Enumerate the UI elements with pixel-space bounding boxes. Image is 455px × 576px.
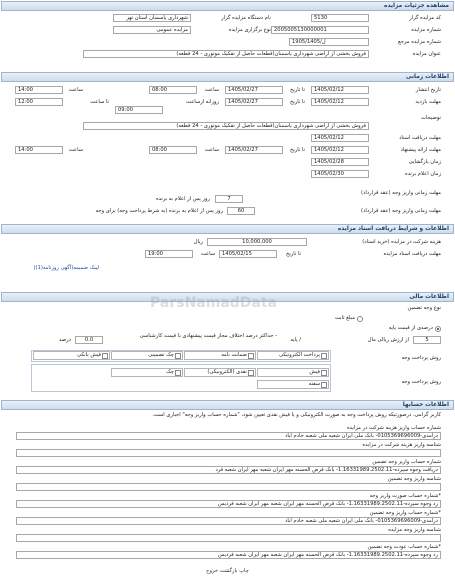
- ref-label: شماره مزایده مرجع: [397, 39, 441, 45]
- watermark: ParsNamadData: [150, 295, 277, 311]
- account-row-field[interactable]: درآمدی-0105369696009- بانک ملی ایران شعبه ملی شعبه خادم آباد: [16, 432, 441, 440]
- visit-hour-to-field[interactable]: 12:00: [15, 98, 63, 106]
- account-row-label: شناسه واریز هزینه شرکت در مزایده: [362, 442, 441, 448]
- section-accounts-header: اطلاعات حسابها: [1, 400, 454, 410]
- number-label: شماره مزایده: [411, 27, 441, 33]
- account-row-label: شماره حساب واریز هزینه شرکت در مزایده: [346, 425, 441, 431]
- org-label: نام دستگاه مزایده گزار: [221, 15, 271, 21]
- account-row-field[interactable]: رد وجوه سپرده-1.16331989.2502.11- بانک قرض الحسنه مهر ایران شعبه مهر ایران شعبه فردیس: [16, 500, 441, 508]
- print-link[interactable]: چاپ: [239, 568, 249, 574]
- publish-from-field[interactable]: 1405/02/12: [311, 86, 369, 94]
- max-diff-note: - حداکثر درصد اختلاف مجاز قیمت پیشنهادی با قیمت کارشناسی: [139, 333, 277, 339]
- receipt-slip[interactable]: [257, 368, 329, 377]
- exit-link[interactable]: خروج: [206, 568, 219, 574]
- section-details-header: مشاهده جزئیات مزایده: [1, 1, 454, 11]
- doc-to-date-field[interactable]: 1405/02/15: [219, 250, 277, 258]
- doc-hour-field[interactable]: 19:00: [145, 250, 193, 258]
- account-row-field[interactable]: [16, 449, 441, 457]
- deposit-deadline-label: مهلت زمانی واریز وجه (عقد قرارداد): [361, 190, 441, 196]
- publish-hour-label: ساعت: [204, 87, 219, 93]
- percent-field[interactable]: 5: [413, 336, 441, 344]
- attachment-link[interactable]: لینک ضمیمه(آگهی روزنامه(1)): [33, 265, 99, 271]
- account-row-label: *شماره حساب واریز وجه تضمین: [369, 510, 441, 516]
- doc-deadline-label: مهلت دریافت اسناد مزایده: [383, 251, 441, 257]
- offer-to-label: تا تاریخ: [290, 147, 305, 153]
- percent-radio-label: درصدی از قیمت پایه: [388, 325, 433, 331]
- method-electronic-checkbox[interactable]: [321, 353, 327, 359]
- type-field[interactable]: مزایده عمومی: [113, 26, 191, 34]
- offer-label: مهلت ارائه پیشنهاد: [400, 147, 441, 153]
- fee-unit: ریال: [193, 239, 203, 245]
- publish-hour-from-field[interactable]: 08:00: [149, 86, 197, 94]
- receive-from-field[interactable]: 1405/02/12: [311, 134, 369, 142]
- offer-hour-to-label: ساعت: [68, 147, 83, 153]
- receipt-cheque-label: چک: [166, 369, 174, 375]
- account-row-label: *شماره حساب عودت وجه تضمین: [367, 544, 441, 550]
- code-field[interactable]: 5130: [311, 14, 369, 22]
- visit-label: مهلت بازدید: [415, 99, 441, 105]
- back-link[interactable]: بازگشت: [219, 568, 238, 574]
- receipt-cash[interactable]: [184, 368, 256, 377]
- doc-to-label: تا تاریخ: [286, 251, 301, 257]
- visit-daily-label: روزانه ازساعت: [186, 99, 219, 105]
- announce-field[interactable]: 1405/02/30: [311, 170, 369, 178]
- section-time-header: اطلاعات زمانی: [1, 72, 454, 82]
- base-field[interactable]: 0.0: [75, 336, 103, 344]
- deposit-type-label: نوع وجه تضمین: [407, 305, 441, 311]
- offer-to-field[interactable]: 1405/02/27: [225, 146, 283, 154]
- method-bank-slip[interactable]: [33, 351, 110, 360]
- percent-radio[interactable]: [435, 326, 441, 332]
- desc-label: توضیحات: [421, 115, 441, 121]
- offer-from-field[interactable]: 1405/02/12: [311, 146, 369, 154]
- account-row-field[interactable]: دریافت وجوه سپرده-1.16331989.2502.11- بانک قرض الحسنه مهر ایران شعبه مهر ایران شعبه فرد: [16, 466, 441, 474]
- open-field[interactable]: 1405/02/28: [311, 158, 369, 166]
- account-row-label: شناسه واریز وجه مزایده: [388, 527, 441, 533]
- type-label: نوع برگزاری مزایده: [228, 27, 271, 33]
- base-label: / پایه: [290, 337, 301, 343]
- title-label: عنوان مزایده: [412, 51, 441, 57]
- receipt-cheque-checkbox[interactable]: [175, 370, 181, 376]
- visit-until-label: تا ساعت: [90, 99, 109, 105]
- method-electronic[interactable]: [257, 351, 329, 360]
- method-bank-slip-checkbox[interactable]: [102, 353, 108, 359]
- ref-field[interactable]: 1905/ل/1405: [289, 38, 369, 46]
- section-financial-header: اطلاعات مالی: [1, 292, 454, 302]
- deposit-days-field[interactable]: 7: [215, 195, 243, 203]
- contract-days-suffix: روز پس از اعلام به برنده (به شرط پرداخت وجه) برای وجه: [95, 208, 223, 214]
- method-electronic-label: پرداخت الکترونیکی: [278, 352, 320, 358]
- method-bank-slip-label: فیش بانکی: [77, 352, 101, 358]
- org-field[interactable]: شهرداری یاسمنان استان تهر: [113, 14, 191, 22]
- doc-hour-label: ساعت: [200, 251, 215, 257]
- code-label: کد مزایده گزار: [409, 15, 441, 21]
- publish-to-field[interactable]: 1405/02/27: [225, 86, 283, 94]
- method-guarantee-checkbox[interactable]: [248, 353, 254, 359]
- receipt-cheque[interactable]: [111, 368, 183, 377]
- publish-label: تاریخ انتشار: [415, 87, 441, 93]
- receipt-slip-checkbox[interactable]: [321, 370, 327, 376]
- offer-hour-from-field[interactable]: 08:00: [149, 146, 197, 154]
- contract-deadline-label: مهلت زمانی واریز وجه (عقد قرارداد): [361, 208, 441, 214]
- receipt-promissory-label: سفته: [308, 381, 320, 387]
- base-unit: درصد: [59, 337, 71, 343]
- methods-label: روش پرداخت وجه: [401, 355, 441, 361]
- announce-label: زمان اعلام برنده: [404, 171, 441, 177]
- accounts-note: کاربر گرامی، درصورتیکه روش پرداخت وجه به صورت الکترونیکی و یا فیش نقدی تعیین شود، "شماره حساب واریز وجه" اجباری است.: [152, 412, 441, 418]
- deposit-days-suffix: روز پس از اعلام به برنده: [155, 196, 210, 202]
- section-conditions-header: اطلاعات و شرایط دریافت اسناد مزایده: [1, 224, 454, 234]
- visit-hour-from-field[interactable]: 09:00: [115, 106, 163, 114]
- account-row-label: شماره حساب واریز وجه تضمین: [372, 459, 441, 465]
- account-row-field[interactable]: [16, 483, 441, 491]
- percent-value-label: از ارزش ریالی مال: [367, 337, 409, 343]
- desc-field[interactable]: فروش بخشی از اراضی شهرداری یاسمنان(قطعات حاصل از تفکیک موتوری - 24 قطعه): [83, 122, 369, 130]
- number-field[interactable]: 2005005130000001: [271, 26, 369, 34]
- visit-from-field[interactable]: 1405/02/12: [311, 98, 369, 106]
- open-label: زمان بازگشایی: [408, 159, 441, 165]
- receipt-slip-label: فیش: [309, 369, 320, 375]
- offer-hour-label: ساعت: [204, 147, 219, 153]
- contract-days-field[interactable]: 60: [227, 207, 255, 215]
- receipt-promissory-checkbox[interactable]: [321, 382, 327, 388]
- account-row-label: *شماره حساب صورت واریز وجه: [369, 493, 441, 499]
- publish-to-label: تا تاریخ: [290, 87, 305, 93]
- title-field[interactable]: فروش بخشی از اراضی شهرداری یاسمنان(قطعات حاصل از تفکیک موتوری - 24 قطعه): [83, 50, 369, 58]
- receive-label: مهلت دریافت اسناد: [399, 135, 441, 141]
- fixed-amount-label: مبلغ ثابت: [334, 315, 355, 321]
- publish-hour-to-field[interactable]: 14:00: [15, 86, 63, 94]
- receipt-cash-checkbox[interactable]: [248, 370, 254, 376]
- visit-to-label: تا تاریخ: [290, 99, 305, 105]
- method-cheque[interactable]: [111, 351, 183, 360]
- method-guarantee[interactable]: [184, 351, 256, 360]
- account-row-field[interactable]: رد وجوه سپرده-1.16331989.2502.11- بانک قرض الحسنه مهر ایران شعبه مهر ایران شعبه فردیس: [16, 551, 441, 559]
- account-row-field[interactable]: درآمدی-0105369696009- بانک ملی ایران شعبه ملی شعبه خادم آباد: [16, 517, 441, 525]
- method-cheque-checkbox[interactable]: [175, 353, 181, 359]
- account-row-label: شناسه واریز وجه تضمین: [387, 476, 441, 482]
- fee-field[interactable]: 10,000,000: [207, 238, 307, 246]
- receipt-cash-label: نقدی (الکترونیکی): [207, 369, 247, 375]
- visit-to-field[interactable]: 1405/02/27: [225, 98, 283, 106]
- publish-hour-to-label: ساعت: [68, 87, 83, 93]
- fixed-amount-radio[interactable]: [357, 316, 363, 322]
- offer-hour-to-field[interactable]: 14:00: [15, 146, 63, 154]
- fee-label: هزینه شرکت در مزایده (خرید اسناد): [362, 239, 441, 245]
- method-guarantee-label: ضمانت نامه: [221, 352, 247, 358]
- account-row-field[interactable]: [16, 534, 441, 542]
- method-cheque-label: چک تضمینی: [148, 352, 174, 358]
- footer-links: [0, 568, 455, 574]
- receipt-promissory[interactable]: [257, 380, 329, 389]
- receipt-methods-label: روش پرداخت وجه: [401, 379, 441, 385]
